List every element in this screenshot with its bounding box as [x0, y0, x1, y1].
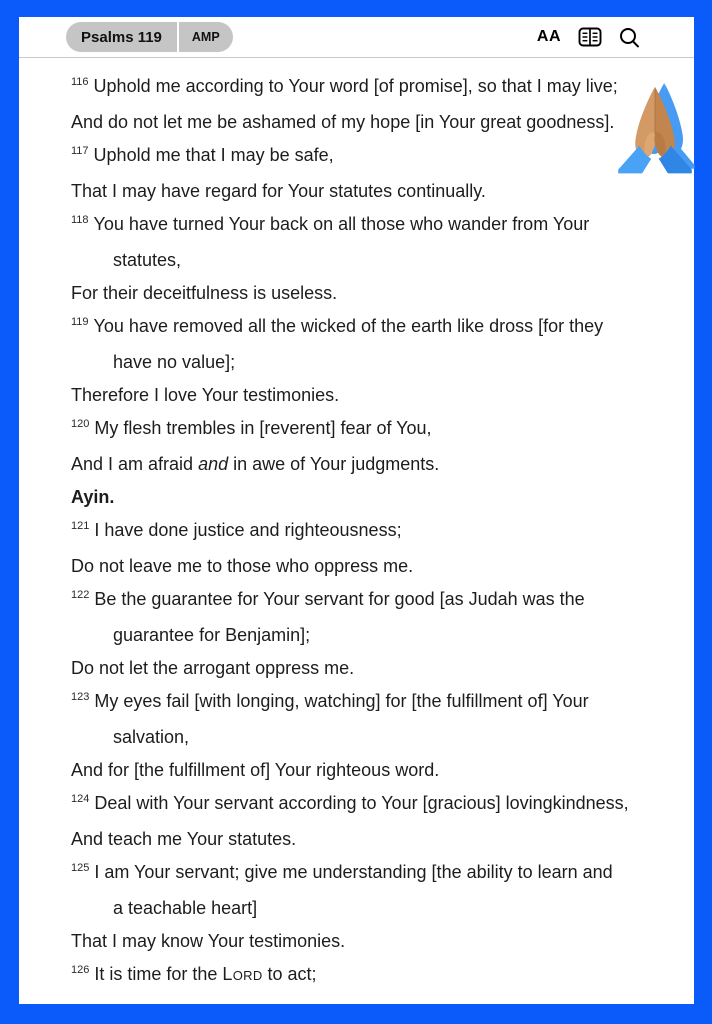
verse-fragment: Ayin. [71, 487, 115, 507]
verse-fragment: You have removed all the wicked of the earth like dross [for they [93, 316, 604, 336]
verse-fragment: And do not let me be ashamed of my hope [in Your great goodness]. [71, 112, 615, 132]
verse-line[interactable] [71, 652, 684, 685]
verse-fragment: You have turned Your back on all those who wander from Your [93, 214, 590, 234]
verse-line[interactable] [71, 925, 684, 958]
verse-fragment: a teachable heart] [113, 898, 258, 918]
verse-number: 121 [71, 520, 90, 532]
verse-line[interactable] [71, 754, 684, 787]
verse-fragment: For their deceitfulness is useless. [71, 283, 338, 303]
verse-line[interactable] [71, 583, 684, 619]
verse-line[interactable] [71, 958, 684, 994]
verse-fragment: And for [the fulfillment of] Your righteous word. [71, 760, 440, 780]
verse-fragment: Lord [222, 964, 263, 984]
verse-line[interactable] [71, 514, 684, 550]
verse-fragment: salvation, [113, 727, 190, 747]
verse-number: 122 [71, 589, 90, 601]
verse-fragment: statutes, [113, 250, 182, 270]
verse-line[interactable] [71, 685, 684, 721]
verse-line[interactable] [71, 550, 684, 583]
verse-number: 123 [71, 691, 90, 703]
font-settings-icon[interactable]: AA [536, 28, 561, 45]
verse-line[interactable] [71, 892, 684, 925]
verse-text [19, 58, 694, 994]
verse-fragment: in awe of Your judgments. [228, 454, 440, 474]
verse-fragment: to act; [262, 964, 317, 984]
verse-number: 116 [71, 76, 89, 88]
verse-line[interactable] [71, 208, 684, 244]
reader-toolbar [19, 17, 694, 58]
verse-line[interactable] [71, 379, 684, 412]
section-heading[interactable] [71, 481, 684, 514]
reader-page [19, 17, 694, 1004]
verse-line[interactable] [71, 721, 684, 754]
verse-line[interactable] [71, 787, 684, 823]
verse-line[interactable] [71, 70, 684, 106]
verse-fragment: And teach me Your statutes. [71, 829, 297, 849]
verse-line[interactable] [71, 244, 684, 277]
verse-fragment: Be the guarantee for Your servant for good [as Judah was the [94, 589, 585, 609]
chapter-selector-button[interactable]: Psalms 119 [81, 28, 162, 46]
translation-selector-button[interactable]: AMP [177, 22, 233, 52]
verse-fragment: Uphold me according to Your word [of promise], so that I may live; [93, 76, 618, 96]
verse-fragment: Do not leave me to those who oppress me. [71, 556, 414, 576]
verse-number: 119 [71, 316, 89, 328]
verse-number: 124 [71, 793, 90, 805]
verse-fragment: guarantee for Benjamin]; [113, 625, 311, 645]
verse-fragment: Deal with Your servant according to Your [gracious] lovingkindness, [94, 793, 629, 813]
verse-number: 118 [71, 214, 89, 226]
verse-number: 126 [71, 964, 90, 976]
verse-fragment: That I may know Your testimonies. [71, 931, 346, 951]
verse-fragment: I have done justice and righteousness; [94, 520, 402, 540]
verse-line[interactable] [71, 823, 684, 856]
verse-fragment: Do not let the arrogant oppress me. [71, 658, 355, 678]
verse-line[interactable] [71, 619, 684, 652]
verse-line[interactable] [71, 139, 684, 175]
verse-line[interactable] [71, 412, 684, 448]
verse-fragment: have no value]; [113, 352, 236, 372]
verse-line[interactable] [71, 277, 684, 310]
verse-fragment: Therefore I love Your testimonies. [71, 385, 340, 405]
verse-fragment: and [198, 454, 229, 474]
verse-fragment: My eyes fail [with longing, watching] for [the fulfillment of] Your [94, 691, 589, 711]
verse-fragment: I am Your servant; give me understanding [the ability to learn and [94, 862, 613, 882]
verse-line[interactable] [71, 106, 684, 139]
folded-hands-emoji [609, 83, 701, 179]
verse-line[interactable] [71, 310, 684, 346]
verse-number: 117 [71, 145, 89, 157]
verse-fragment: Uphold me that I may be safe, [93, 145, 334, 165]
verse-fragment: That I may have regard for Your statutes continually. [71, 181, 486, 201]
parallel-bible-icon[interactable] [578, 27, 602, 47]
toolbar-actions [537, 27, 640, 48]
verse-line[interactable] [71, 856, 684, 892]
verse-fragment: And I am afraid [71, 454, 199, 474]
verse-line[interactable] [71, 448, 684, 481]
verse-fragment: My flesh trembles in [reverent] fear of You, [94, 418, 432, 438]
verse-line[interactable] [71, 346, 684, 379]
verse-line[interactable] [71, 175, 684, 208]
verse-number: 120 [71, 418, 90, 430]
verse-number: 125 [71, 862, 90, 874]
chapter-translation-selector[interactable] [66, 22, 233, 52]
search-icon[interactable] [619, 27, 640, 48]
verse-fragment: It is time for the [94, 964, 223, 984]
